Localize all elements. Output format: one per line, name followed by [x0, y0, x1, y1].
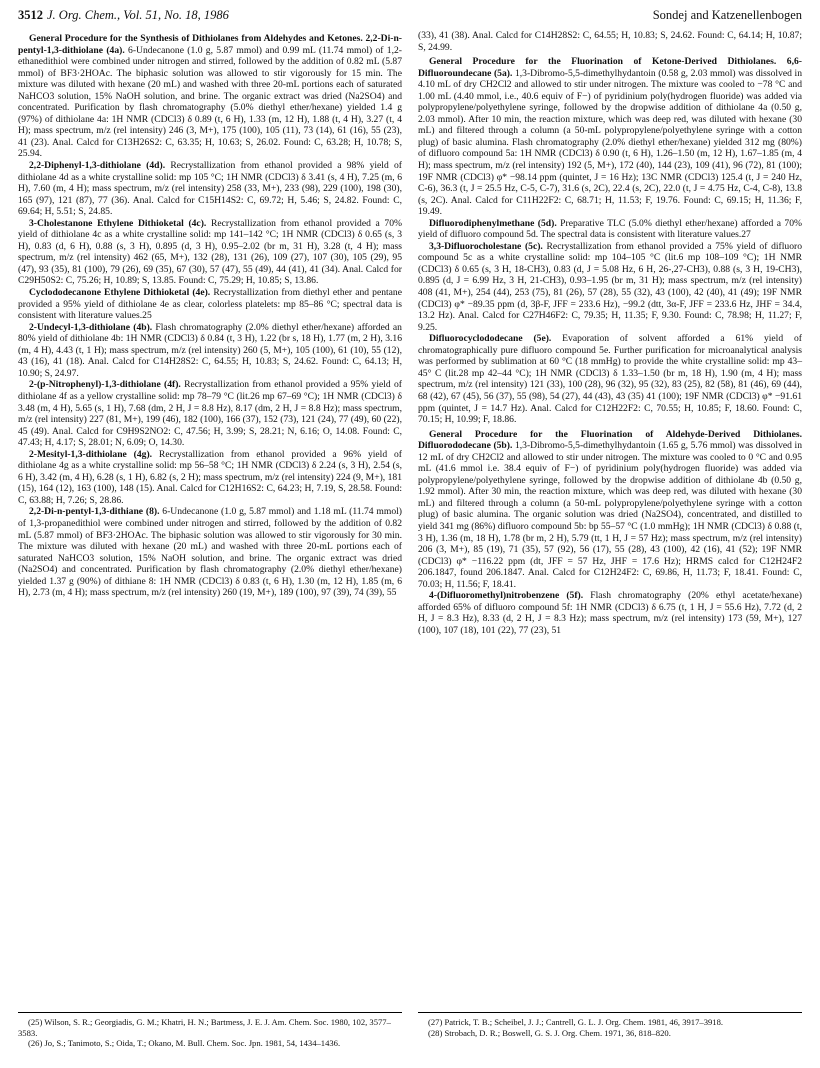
compound-text: Evaporation of solvent afforded a 61% yield of chromatographically pure difluoro compound 5e. Further purification for microanalytical analysis was performed by sublimation at 60 °C (18 mmHg) to provide the white crystalline solid: mp 43–45° C (lit.28 mp 42–44 °C); 1H NMR (CDCl3) δ 1.33–1.50 (br m, 18 H), 1.90 (m, 4 H); mass spectrum, m/z (rel intensity) 121 (33), 100 (28), 96 (32), 95 (32), 83 (25), 82 (58), 81 (46), 69 (44), 68 (42), 67 (45), 56 (37), 55 (98), 54 (27), 44 (43), 43 (35) 41 (100); 19F NMR (CDCl3) φ* −91.61 ppm (quintet, J = 14.7 Hz). Anal. Calcd for C12H22F2: C, 70.55; H, 10.85; F, 18.60. Found: C, 70.15; H, 10.99; F, 18.86. [418, 333, 802, 426]
footnote: (25) Wilson, S. R.; Georgiadis, G. M.; Khatri, H. N.; Bartmess, J. E. J. Am. Chem. Soc. 1980, 102, 3577–3583. [18, 1017, 391, 1038]
section-heading-paragraph [18, 33, 402, 160]
compound-paragraph [18, 322, 402, 380]
journal-citation: J. Org. Chem., Vol. 51, No. 18, 1986 [47, 8, 229, 22]
footnote: (28) Strobach, D. R.; Boswell, G. S. J. Org. Chem. 1971, 36, 818–820. [428, 1027, 671, 1038]
header-left [18, 8, 229, 23]
section-title: General Procedure for the Synthesis of Dithiolanes from Aldehydes and Ketones. 2,2-Di-n-pentyl-1,3-dithiolane (4a). [18, 33, 402, 56]
compound-title: 2-Undecyl-1,3-dithiolane (4b). [29, 321, 153, 333]
compound-paragraph [18, 160, 402, 218]
compound-text: Preparative TLC (5.0% diethyl ether/hexane) afforded a 70% yield of difluoro compound 5d. The spectral data is consistent with literature values.27 [418, 217, 803, 241]
right-column [418, 30, 802, 636]
compound-title: 4-(Difluoromethyl)nitrobenzene (5f). [429, 590, 584, 602]
running-header [18, 8, 802, 30]
footnotes-left [18, 1012, 402, 1049]
compound-paragraph [18, 506, 402, 598]
section-text: 1,3-Dibromo-5,5-dimethylhydantoin (0.58 g, 2.03 mmol) was dissolved in 4.10 mL of dry CH2Cl2 and allowed to stir under nitrogen. The mixture was cooled to −78 °C and 1.00 mL (4.40 mmol, i.e., 40.6 equiv of F−) of pyridinium poly(hydrogen fluoride) was added via polypropylene/polyethylene syringe, followed by the dropwise addition of dithiolane 4a (0.50 g, 2.03 mmol). After 10 min, the reaction mixture, which was deep red, was diluted with hexane (30 mL) and filtered through a column (a 50-mL polypropylene/polyethylene syringe with a cotton plug) of basic alumina. Flash chromatography (2.0% diethyl ether/hexane) yielded 312 mg (80%) of difluoro compound 5a: 1H NMR (CDCl3) δ 0.90 (t, 6 H), 1.26–1.50 (m, 12 H), 1.67–1.85 (m, 4 H); mass spectrum, m/z (rel intensity) 192 (5, M+), 172 (40), 144 (23), 109 (41), 96 (72), 81 (100); 19F NMR (CDCl3) φ* −98.14 ppm (quintet, J = 16 Hz); 13C NMR (CDCl3) 125.4 (t, J = 240 Hz, C-6), 36.3 (t, J = 25.5 Hz, C-5, C-7), 31.6 (s, 2C), 22.4 (s, 2C), 22.0 (t, J = 4.75 Hz, C-4, C-8), 13.8 (s, 2C). Anal. Calcd for C11H22F2: C, 68.71; H, 11.53; F, 19.76. Found: C, 69.15; H, 11.36; F, 19.49. [418, 67, 802, 218]
compound-text: Recrystallization from ethanol provided a 70% yield of dithiolane 4c as a white crystalline solid: mp 141–142 °C; 1H NMR (CDCl3) δ 0.65 (s, 3 H), 0.83 (d, 6 H), 0.88 (s, 3 H), 0.895 (d, 3 H), 0.95–2.02 (br m, 31 H), 3.28 (t, 4 H); mass spectrum, m/z (rel intensity) 462 (65, M+), 132 (28), 131 (26), 109 (27), 107 (30), 105 (29), 95 (47), 93 (35), 81 (100), 79 (26), 69 (35), 67 (30), 57 (47), 55 (49), 44 (41), 41 (34). Anal. Calcd for C29H50S2: C, 75.26; H, 10.89; S, 13.85. Found: C, 75.29; H, 10.85; S, 13.86. [18, 217, 403, 287]
compound-title: Cyclododecanone Ethylene Dithioketal (4e). [29, 287, 211, 299]
compound-paragraph [18, 218, 402, 287]
left-column [18, 30, 402, 636]
footnotes-right [418, 1012, 802, 1049]
compound-paragraph [418, 241, 802, 333]
compound-text: 6-Undecanone (1.0 g, 5.87 mmol) and 1.18 mL (11.74 mmol) of 1,3-propanedithiol were combined under nitrogen and stirred, followed by the addition of 0.82 mL (5.87 mmol) of BF3·2HOAc. The biphasic solution was allowed to stir vigorously for 30 min. The mixture was diluted with hexane (20 mL) and washed with three 20-mL portions each of saturated NaHCO3 solution, 15% NaOH solution, and brine. The organic extract was dried (Na2SO4) and concentrated. Purification by flash chromatography (2.0% diethyl ether/hexane) yielded 1.37 g (90%) of dithiane 8: 1H NMR (CDCl3) δ 0.83 (t, 6 H), 1.30 (m, 12 H), 1.85 (m, 6 H), 2.73 (m, 4 H); mass spectrum, m/z (rel intensity) 260 (19, M+), 189 (100), 97 (39), 74 (39), 55 [18, 506, 402, 599]
header-authors: Sondej and Katzenellenbogen [652, 8, 802, 22]
compound-text: Flash chromatography (2.0% diethyl ether/hexane) afforded an 80% yield of dithiolane 4b: 1H NMR (CDCl3) δ 0.84 (t, 3 H), 1.22 (br s, 18 H), 1.77 (m, 2 H), 3.16 (m, 4 H), 4.43 (t, 1 H); mass spectrum, m/z (rel intensity) 260 (5, M+), 105 (100), 61 (10), 55 (12), 43 (16), 41 (18). Anal. Calcd for C14H28S2: C, 64.55; H, 10.83; S, 24.62. Found: C, 64.13; H, 10.90; S, 24.97. [18, 321, 402, 379]
compound-paragraph [418, 590, 802, 636]
compound-title: 2,2-Di-n-pentyl-1,3-dithiane (8). [29, 506, 160, 518]
footnote: (26) Jo, S.; Tanimoto, S.; Oida, T.; Okano, M. Bull. Chem. Soc. Jpn. 1981, 54, 1434–1436. [28, 1038, 341, 1049]
section-heading-paragraph [418, 56, 802, 218]
section-text: 1,3-Dibromo-5,5-dimethylhydantoin (1.65 g, 5.76 mmol) was dissolved in 12 mL of dry CH2Cl2 and allowed to stir under nitrogen. The mixture was cooled to 0 °C and 0.95 mL (41.6 mmol i.e. 38.4 equiv of F−) of pyridinium poly(hydrogen fluoride) was added via polypropylene/polyethylene syringe, followed by the dropwise addition of dithiolane 4b (0.50 g, 1.92 mmol). After 30 min, the reaction mixture, which was deep red, was diluted with hexane (30 mL) and filtered through a column (a 50-mL polypropylene/polyethylene syringe with a cotton plug) of basic alumina. The organic solution was dried (Na2SO4), concentrated, and distilled to yield 341 mg (86%) difluoro compound 5b: bp 55–57 °C (1.0 mmHg); 1H NMR (CDCl3) δ 0.88 (t, 3 H), 1.36 (m, 18 H), 1.78 (br m, 2 H), 5.79 (tt, 1 H, J = 57 Hz); mass spectrum, m/z (rel intensity) 206 (3, M+), 85 (19), 71 (35), 57 (92), 56 (17), 55 (28), 43 (100), 42 (16), 41 (52); 19F NMR (CDCl3) φ* −116.22 ppm (dt, JFF = 57 Hz, JHF = 17.6 Hz); HRMS calcd for C12H24F2 206.1847, found 206.1847. Anal. Calcd for C12H24F2: C, 69.86, H, 11.73; F, 18.41. Found: C, 70.03; H, 11.56; F, 18.41. [418, 440, 802, 590]
compound-text: Recrystallization from ethanol provided a 75% yield of difluoro compound 5c as a white crystalline solid: mp 104–105 °C (lit.6 mp 108–109 °C); 1H NMR (CDCl3) δ 0.65 (s, 3 H, 18-CH3), 0.83 (d, J = 5.08 Hz, 6 H, 26-,27-CH3), 0.88 (s, 3 H, 19-CH3), 0.895 (d, J = 6.99 Hz, 3 H, 21-CH3), 0.93–1.95 (br m, 31 H); mass spectrum, m/z (rel intensity) 408 (41, M+), 254 (44), 253 (75), 81 (26), 57 (28), 55 (32), 43 (100), 42 (40), 41 (49); 19F NMR (CDCl3) φ* −89.35 ppm (d, 3β-F, JFF = 233.6 Hz), −99.2 (dtt, 3α-F, JFF = 233.6 Hz, JHF = 34.4, 13.2 Hz). Anal. Calcd for C27H46F2: C, 79.35; H, 11.35; F, 9.30. Found: C, 78.98; H, 11.27; F, 9.25. [418, 240, 802, 333]
compound-title: 3,3-Difluorocholestane (5c). [429, 240, 543, 252]
continued-paragraph: (33), 41 (38). Anal. Calcd for C14H28S2: C, 64.55; H, 10.83; S, 24.62. Found: C, 64.14; H, 10.87; S, 24.99. [418, 30, 802, 53]
compound-title: Difluorodiphenylmethane (5d). [429, 217, 557, 229]
compound-paragraph [418, 218, 802, 241]
compound-text: Flash chromatography (20% ethyl acetate/hexane) afforded 65% of difluoro compound 5f: 1H NMR (CDCl3) δ 6.75 (t, 1 H, J = 55.6 Hz), 7.72 (d, 2 H, J = 8.3 Hz), 8.33 (d, 2 H, J = 8.3 Hz); mass spectrum, m/z (rel intensity) 173 (59, M+), 127 (100), 107 (18), 101 (22), 77 (23), 51 [418, 590, 802, 636]
compound-title: 2,2-Diphenyl-1,3-dithiolane (4d). [29, 160, 166, 172]
body-columns [18, 30, 802, 636]
compound-title: Difluorocyclododecane (5e). [429, 333, 552, 345]
compound-title: 3-Cholestanone Ethylene Dithioketal (4c). [29, 217, 207, 229]
compound-paragraph [18, 379, 402, 448]
section-text: 6-Undecanone (1.0 g, 5.87 mmol) and 0.99 mL (11.74 mmol) of 1,2-ethanedithiol were combined under nitrogen and stirred, followed by the addition of 0.82 mL (5.87 mmol) of BF3·2HOAc. The biphasic solution was allowed to stir vigorously for 15 min. The mixture was diluted with hexane (20 mL) and washed with three 20-mL portions each of saturated NaHCO3 solution, 15% NaOH solution, and brine. The organic extract was dried (Na2SO4) and concentrated. Purification by flash chromatography (5.0% diethyl ether/hexane) yielded 1.4 g (97%) of dithiolane 4a: 1H NMR (CDCl3) δ 0.89 (t, 6 H), 1.33 (m, 12 H), 1.88 (t, 4 H), 3.27 (t, 4 H); mass spectrum, m/z (rel intensity) 246 (3, M+), 175 (100), 105 (11), 73 (14), 61 (16), 55 (23), 41 (23). Anal. Calcd for C13H26S2: C, 63.35; H, 10.63; S, 26.02. Found: C, 63.28; H, 10.78; S, 25.94. [18, 44, 402, 160]
compound-text: Recrystallization from ethanol provided a 98% yield of dithiolane 4d as a white crystalline solid: mp 105 °C; 1H NMR (CDCl3) δ 3.41 (s, 4 H), 7.25 (m, 6 H), 7.60 (m, 4 H); mass spectrum, m/z (rel intensity) 258 (33, M+), 233 (98), 229 (100), 198 (30), 165 (97), 121 (87), 77 (36). Anal. Calcd for C15H14S2: C, 69.72; H, 5.46; S, 24.82. Found: C, 69.64; H, 5.51; S, 24.85. [18, 160, 402, 218]
compound-title: 2-(p-Nitrophenyl)-1,3-dithiolane (4f). [29, 379, 181, 391]
section-title: General Procedure for the Fluorination of Ketone-Derived Dithiolanes. 6,6-Difluoroundecane (5a). [418, 56, 802, 79]
compound-title: 2-Mesityl-1,3-dithiolane (4g). [29, 448, 153, 460]
compound-text: Recrystallization from ethanol provided a 96% yield of dithiolane 4g as a white crystalline solid: mp 56–58 °C; 1H NMR (CDCl3) δ 2.24 (s, 3 H), 2.54 (s, 6 H), 3.42 (m, 4 H), 6.28 (s, 1 H), 6.82 (s, 2 H); mass spectrum, m/z (rel intensity) 224 (9, M+), 181 (15), 164 (12), 163 (100), 148 (15). Anal. Calcd for C12H16S2: C, 64.23; H, 7.19, S, 28.58. Found: C, 63.88; H, 7.26; S, 28.86. [18, 448, 402, 506]
footnotes [18, 1012, 802, 1049]
section-title: General Procedure for the Fluorination of Aldehyde-Derived Dithiolanes. Difluorododecane (5b). [418, 428, 802, 452]
page-number: 3512 [18, 8, 43, 22]
compound-paragraph [418, 333, 802, 425]
compound-paragraph [18, 449, 402, 507]
compound-text: Recrystallization from diethyl ether and pentane provided a 95% yield of dithiolane 4e as clear, colorless platelets: mp 85–86 °C; spectral data is consistent with literature values.25 [18, 287, 402, 322]
compound-text: Recrystallization from ethanol provided a 95% yield of dithiolane 4f as a yellow crystalline solid: mp 78–79 °C (lit.26 mp 67–69 °C); 1H NMR (CDCl3) δ 3.48 (m, 4 H), 5.65 (s, 1 H), 7.68 (dm, 2 H, J = 8.8 Hz), 8.17 (dm, 2 H, J = 8.8 Hz); mass spectrum, m/z (rel intensity) 227 (81, M+), 199 (46), 182 (100), 166 (37), 152 (73), 121 (24), 77 (49), 60 (22), 45 (49). Anal. Calcd for C9H9S2NO2: C, 47.56; H, 3.99; S, 28.21; N, 6.16; O, 14.08. Found: C, 47.43; H, 4.17; S, 28.01; N, 6.09; O, 14.30. [18, 379, 402, 449]
footnote: (27) Patrick, T. B.; Scheibel, J. J.; Cantrell, G. L. J. Org. Chem. 1981, 46, 3917–3918. [428, 1017, 724, 1027]
section-heading-paragraph [418, 429, 802, 591]
compound-paragraph [18, 287, 402, 322]
